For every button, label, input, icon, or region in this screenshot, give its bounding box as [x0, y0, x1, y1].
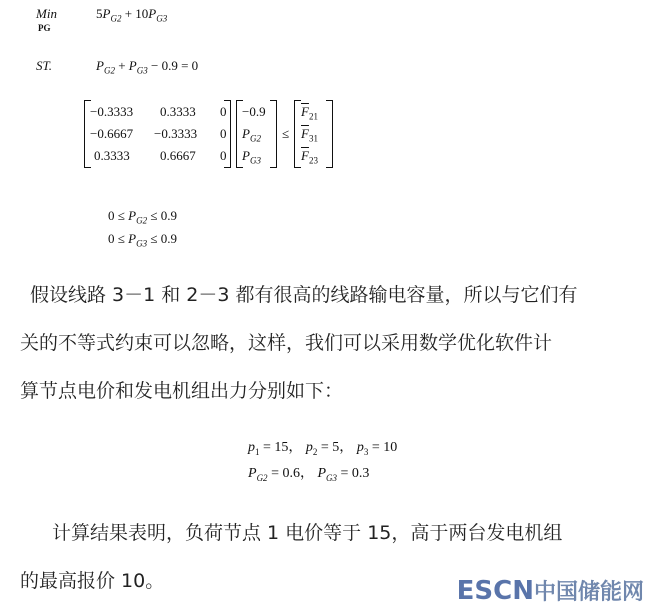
bound-pg2: $0 \le P_{G2} \le 0.9$: [108, 208, 177, 226]
paragraph-line: 关的不等式约束可以忽略，这样，我们可以采用数学优化软件计: [20, 332, 553, 354]
leq-sign: ≤: [282, 126, 290, 141]
paragraph-line: 的最高报价 10。: [20, 570, 165, 592]
rhs-cell: $\overline{F}_{21}$: [301, 104, 318, 122]
rhs-cell: $\overline{F}_{23}$: [301, 148, 318, 166]
matrix-cell: −0.3333: [154, 126, 198, 141]
paragraph-line: 假设线路 3－1 和 2－3 都有很高的线路输电容量，所以与它们有: [30, 284, 578, 306]
paragraph-line: 算节点电价和发电机组出力分别如下：: [20, 380, 344, 402]
matrix-cell: −0.3333: [90, 104, 134, 119]
st-label: ST.: [36, 58, 53, 73]
matrix-cell: 0.3333: [160, 104, 196, 119]
paragraph-line: 计算结果表明，负荷节点 1 电价等于 15，高于两台发电机组: [52, 522, 563, 544]
equality-constraint: $P_{G2} + P_{G3} - 0.9 = 0$: [96, 58, 199, 76]
bound-pg3: $0 \le P_{G3} \le 0.9$: [108, 231, 177, 249]
min-subscript: PG: [38, 23, 51, 33]
objective-function: $5P_{G2} + 10P_{G3}$: [96, 6, 168, 24]
matrix-cell: −0.6667: [90, 126, 134, 141]
watermark-logo: ESCN中国储能网: [456, 576, 644, 606]
matrix-cell: 0: [220, 148, 227, 163]
output-results: $P_{G2} = 0.6$， $P_{G3} = 0.3$: [248, 466, 370, 483]
vector-cell: $P_{G2}$: [242, 126, 261, 144]
rhs-left-bracket: [294, 100, 301, 168]
rhs-cell: $\overline{F}_{31}$: [301, 126, 318, 144]
vector-right-bracket: [270, 100, 277, 168]
rhs-right-bracket: [326, 100, 333, 168]
price-results: $p_1 = 15$， $p_2 = 5$， $p_3 = 10$: [248, 440, 398, 457]
matrix-cell: 0: [220, 126, 227, 141]
matrix-cell: 0: [220, 104, 227, 119]
matrix-cell: 0.6667: [160, 148, 196, 163]
vector-cell: $P_{G3}$: [242, 148, 261, 166]
vector-cell: −0.9: [242, 104, 266, 119]
matrix-cell: 0.3333: [94, 148, 130, 163]
min-label: Min: [36, 6, 57, 21]
